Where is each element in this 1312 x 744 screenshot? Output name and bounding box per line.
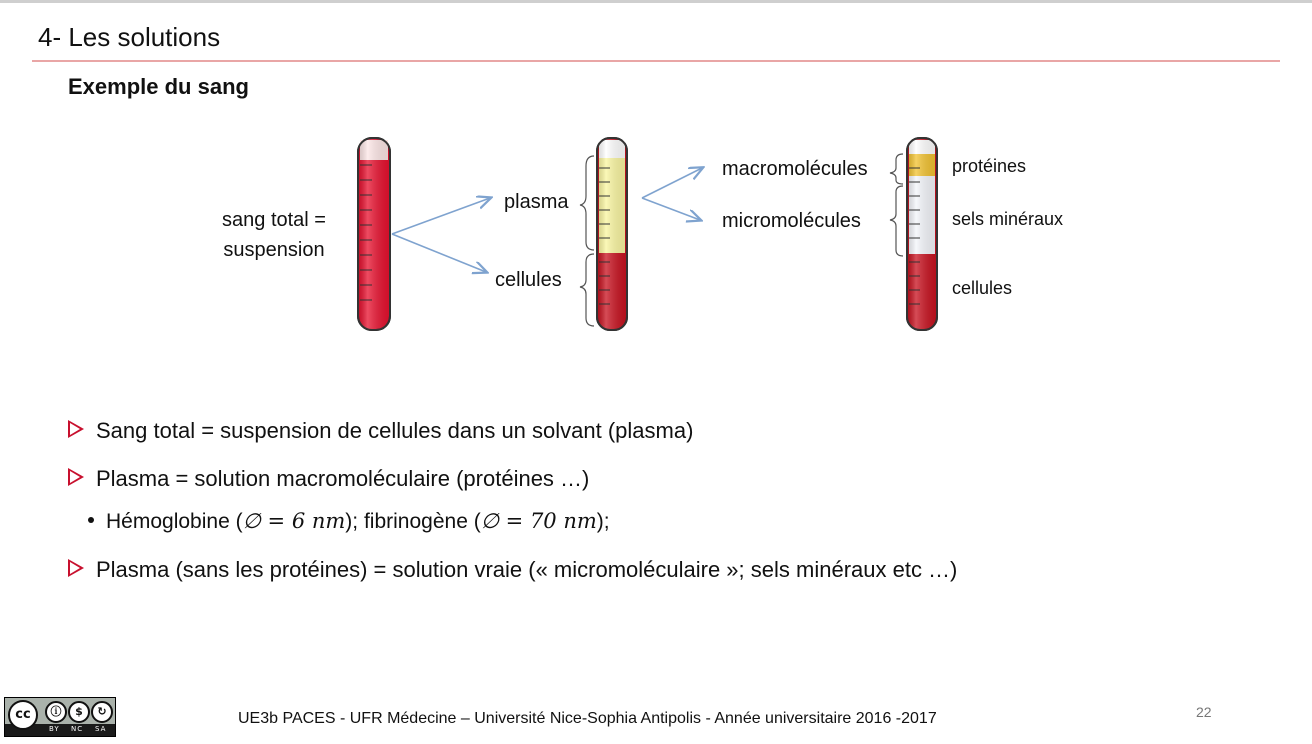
tube-whole-blood: [358, 138, 390, 330]
cc-license-badge: [4, 697, 116, 737]
triangle-bullet-icon: [68, 420, 84, 438]
label-sang-total: sang total =: [222, 209, 326, 231]
arrow-to-cellules: [392, 234, 486, 272]
label-micromolecules: micromolécules: [722, 210, 861, 232]
bullet-item: Sang total = suspension de cellules dans un solvant (plasma): [68, 418, 693, 444]
sa-label: SA: [95, 725, 107, 733]
slide-title: 4- Les solutions: [38, 22, 221, 52]
arrow-to-plasma: [392, 198, 490, 234]
footer-text: UE3b PACES - UFR Médecine – Université Nice-Sophia Antipolis - Année universitaire 2016 -2017: [238, 710, 937, 727]
by-label: BY: [49, 725, 60, 733]
label-suspension: suspension: [223, 239, 325, 261]
bullet-item: Plasma (sans les protéines) = solution vraie (« micromoléculaire »; sels minéraux etc …): [68, 557, 957, 583]
sub-bullet-item: Hémoglobine (∅ = 6 nm); fibrinogène (∅ = 70 nm);: [88, 509, 610, 534]
by-icon: ⓘ: [45, 701, 67, 723]
label-sels-mineraux: sels minéraux: [952, 209, 1064, 229]
label-proteines: protéines: [952, 156, 1027, 176]
tube-detailed: [890, 138, 937, 330]
nc-icon: $: [68, 701, 90, 723]
triangle-bullet-icon: [68, 559, 84, 577]
tube-separated: [580, 138, 627, 330]
nc-label: NC: [71, 725, 84, 733]
cc-icon: cc: [8, 700, 38, 730]
label-macromolecules: macromolécules: [722, 158, 868, 180]
label-cellules-detail: cellules: [952, 278, 1013, 298]
sa-icon: ↻: [91, 701, 113, 723]
dot-bullet-icon: [88, 517, 94, 523]
arrow-to-macro: [642, 168, 702, 198]
page-number: 22: [1196, 704, 1212, 720]
label-cellules: cellules: [495, 269, 562, 291]
bullet-item: Plasma = solution macromoléculaire (protéines …): [68, 466, 589, 492]
triangle-bullet-icon: [68, 468, 84, 486]
slide-subtitle: Exemple du sang: [68, 74, 249, 99]
label-plasma: plasma: [504, 191, 569, 213]
arrow-to-micro: [642, 198, 700, 220]
